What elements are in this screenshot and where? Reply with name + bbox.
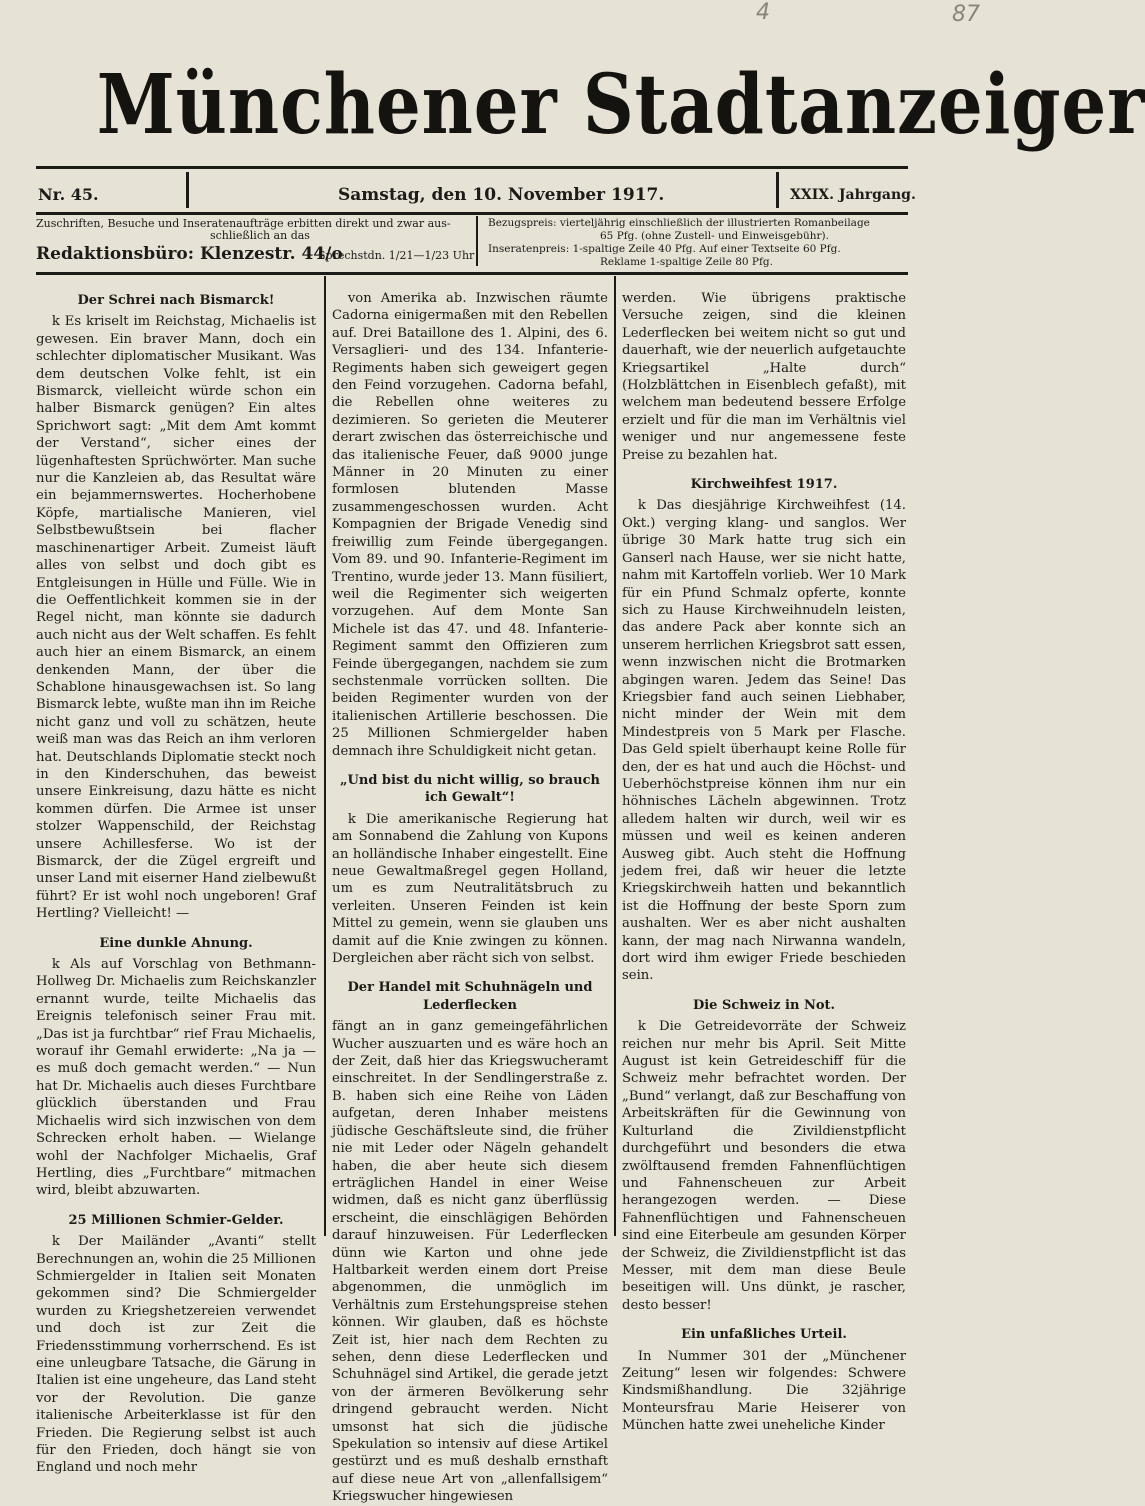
column-3 — [622, 290, 906, 1434]
article-text: von Amerika ab. Inzwischen räumte Cadorna einigermaßen mit den Rebellen auf. Drei Bataillone des 1. Alpini, des 6. Versaglieri- und des 134. Infanterie-Regiments haben sich geweigert gegen den Feind vorzugehen. Cadorna befahl, die Rebellen ohne weiteres zu dezimieren. So gerieten die Meuterer derart zwischen das österreichische und das italienische Feuer, daß 9000 junge Männer in 20 Minuten zu einer formlosen blutenden Masse zusammengeschossen wurden. Acht Kompagnien der Brigade Venedig sind freiwillig zum Feinde übergegangen. Vom 89. und 90. Infanterie-Regiment im Trentino, wurde jeder 13. Mann füsiliert, weil die Regimenter sich weigerten vorzugehen. Auf dem Monte San Michele ist das 47. und 48. Infanterie-Regiment sammt den Offizieren zum Feinde übergegangen, nachdem sie zum sechstenmale vorrücken sollten. Die beiden Regimenter wurden von der italienischen Artillerie beschossen. Die 25 Millionen Schmiergelder haben demnach ihre Schuldigkeit nicht getan. — [332, 291, 608, 759]
contact-line: Zuschriften, Besuche und Inseratenaufträge erbitten direkt und zwar aus- — [36, 217, 451, 230]
headline: Kirchweihfest 1917. — [690, 477, 838, 493]
column-1 — [36, 290, 316, 1476]
price-line: 65 Pfg. (ohne Zustell- und Einweisgebühr). — [600, 230, 829, 242]
column-divider — [324, 276, 326, 1236]
price-line: Bezugspreis: vierteljährig einschließlich der illustrierten Romanbeilage — [488, 217, 870, 229]
divider — [476, 216, 478, 266]
columns-top-rule — [36, 272, 908, 275]
article-text: k Es kriselt im Reichstag, Michaelis ist gewesen. Ein braver Mann, doch ein schlechter diplomatischer Musikant. Was dem deutschen Volke fehlt, ist ein Bismarck, vielleicht würde schon ein halber Bismarck genügen? Ein altes Sprichwort sagt: „Mit dem Amt kommt der Verstand“, sicher eines der lügenhaftesten Sprüchwörter. Man suche nur die Kanzleien ab, das Resultat wäre ein bejammernswertes. Hocherhobene Köpfe, martialische Manieren, viel Selbstbewußtsein bei flacher maschinenartiger Arbeit. Zumeist läuft alles von selbst und doch gibt es Entgleisungen in Hülle und Fülle. Wie in die Oeffentlichkeit kommen sie in der Regel nicht, man könnte sie dadurch auch nicht aus der Welt schaffen. Es fehlt auch hier an einem Bismarck, an einem denkenden Mann, der über die Schablone hinausgewachsen ist. So lang Bismarck lebte, wußte man ihn im Reiche nicht ganz und voll zu schätzen, heute weiß man was das Reich an ihm verloren hat. Deutschlands Diplomatie steckt noch in den Kinderschuhen, das beweist unsere Einkreisung, dazu hätte es nicht kommen dürfen. Die Armee ist unser stolzer Wappenschild, der Reichstag unsere Achillesferse. Wo ist der Bismarck, der die Zügel ergreift und unser Land mit eiserner Hand zielbewußt führt? Er ist wohl noch ungeboren! Graf Hertling? Vielleicht! — — [36, 314, 316, 922]
masthead-title: Münchener Stadtanzeiger — [96, 57, 1145, 153]
divider — [186, 172, 189, 208]
pencil-mark-right: 87 — [952, 2, 980, 27]
headline: Ein unfaßliches Urteil. — [681, 1327, 847, 1343]
article-text: fängt an in ganz gemeingefährlichen Wucher auszuarten und es wäre hoch an der Zeit, daß hier das Kriegswucheramt einschreitet. In der Sendlingerstraße z. B. haben sich eine Reihe von Läden aufgetan, deren Inhaber meistens jüdische Geschäftsleute sind, die früher nie mit Leder oder Nägeln gehandelt haben, die aber heute sich diesem erträglichen Handel in einer Weise widmen, daß es nicht ganz überflüssig erscheint, die einschlägigen Behörden darauf hinzuweisen. Für Lederflecken dünn wie Karton und ohne jede Haltbarkeit werden einem dort Preise abgenommen, die unmöglich im Verhältnis zum Erstehungspreise stehen können. Wir glauben, daß es höchste Zeit ist, hier nach dem Rechten zu sehen, denn diese Lederflecken und Schuhnägel sind Artikel, die gerade jetzt von der ärmeren Bevölkerung sehr dringend gebraucht werden. Nicht umsonst hat sich die jüdische Spekulation so intensiv auf diese Artikel gestürzt und es muß deshalb ernsthaft auf diese neue Art von „allenfallsigem“ Kriegswucher hingewiesen — [332, 1019, 608, 1505]
article-text: k Die Getreidevorräte der Schweiz reichen nur mehr bis April. Seit Mitte August ist kein Getreideschiff für die Schweiz mehr befrachtet worden. Der „Bund“ verlangt, daß zur Beschaffung von Arbeitskräften für die Gewinnung von Kulturland die Zivildienstpflicht durchgeführt und besonders die etwa zwölftausend fremden Fahnenflüchtigen und Fahnenscheuen zur Arbeit herangezogen werden. — Diese Fahnenflüchtigen und Fahnenscheuen sind eine Eiterbeule am gesunden Körper der Schweiz, die Zivildienstpflicht ist das Messer, mit dem man diese Beule beseitigen will. Uns dünkt, je rascher, desto besser! — [622, 1019, 906, 1313]
article-text: In Nummer 301 der „Münchener Zeitung“ lesen wir folgendes: Schwere Kindsmißhandlung. Die 32jährige Monteursfrau Marie Heiserer von München hatte zwei uneheliche Kinder — [622, 1348, 906, 1434]
column-2 — [332, 290, 608, 1505]
article-text: k Als auf Vorschlag von Bethmann-Hollweg Dr. Michaelis zum Reichskanzler ernannt wurde, teilte Michaelis das Ereignis telefonisch seiner Frau mit. „Das ist ja furchtbar“ rief Frau Michaelis, worauf ihr Gemahl erwiderte: „Na ja — es muß doch gemacht werden.“ — Nun hat Dr. Michaelis auch dieses Furchtbare glücklich überstanden und Frau Michaelis wird sich inzwischen von dem Schrecken erholt haben. — Wielange wohl der Nachfolger Michaelis, Graf Hertling, dies „Furchtbare“ mitmachen wird, bleibt abzuwarten. — [36, 957, 316, 1199]
issue-number: Nr. 45. — [38, 185, 99, 204]
issue-date: Samstag, den 10. November 1917. — [338, 185, 665, 205]
pencil-mark-left: 4 — [756, 0, 770, 25]
column-divider — [614, 276, 616, 1236]
headline: Eine dunkle Ahnung. — [99, 935, 253, 951]
headline: „Und bist du nicht willig, so brauch ich Gewalt“! — [340, 772, 600, 806]
headline: Die Schweiz in Not. — [692, 997, 836, 1013]
contact-line-2: schließlich an das — [210, 229, 310, 242]
headline: Der Handel mit Schuhnägeln und Lederflecken — [347, 980, 593, 1013]
price-line: Reklame 1-spaltige Zeile 80 Pfg. — [600, 256, 773, 268]
headline: 25 Millionen Schmier-Gelder. — [68, 1212, 284, 1228]
article-text: werden. Wie übrigens praktische Versuche zeigen, sind die kleinen Lederflecken bei weitem nicht so gut und dauerhaft, wie der neuerlich aufgetauchte Kriegsartikel „Halte durch“ (Holzblättchen in Eisenblech gefaßt), mit welchem man bedeutend bessere Erfolge erzielt und für die man im Verhältnis viel weniger und nur angemessene feste Preise zu bezahlen hat. — [622, 291, 906, 463]
info-rule — [36, 212, 908, 215]
volume: XXIX. Jahrgang. — [790, 187, 916, 203]
top-rule — [36, 166, 908, 169]
headline: Der Schrei nach Bismarck! — [77, 293, 275, 308]
article-text: k Der Mailänder „Avanti“ stellt Berechnungen an, wohin die 25 Millionen Schmiergelder in Italien seit Monaten gekommen sind? Die Schmiergelder wurden zu Kriegshetzereien verwendet und doch ist zur Zeit die Friedensstimmung vorherrschend. Es ist eine unleugbare Tatsache, die Gärung in Italien ist eine ungeheure, das Land steht vor der Revolution. Die ganze italienische Arbeiterklasse ist für den Frieden. Die Regierung selbst ist auch für den Frieden, doch hängt sie von England und noch mehr — [36, 1234, 316, 1476]
article-text: k Das diesjährige Kirchweihfest (14. Okt.) verging klang- und sanglos. Wer übrige 30 Mark hatte trug sich ein Ganserl nach Hause, wer sie nicht hatte, nahm mit Kartoffeln vorlieb. Wer 10 Mark für ein Pfund Schmalz opferte, konnte sich zu Hause Kirchweihnudeln leisten, das andere Pack aber konnte sich an unserem herrlichen Kriegsbrot satt essen, wenn inzwischen nicht die Brotmarken abgingen waren. Jedem das Seine! Das Kriegsbier fand auch seinen Liebhaber, nicht minder der Wein mit dem Mindestpreis von 5 Mark per Flasche. Das Geld spielt überhaupt keine Rolle für den, der es hat und auch die Höchst- und Ueberhöchstpreise können ihm nur ein höhnisches Lächeln abgewinnen. Trotz alledem halten wir durch, weil wir es müssen und weil es keinen anderen Ausweg gibt. Auch steht die Hoffnung jedem frei, daß wir heuer die letzte Kriegskirchweih hatten und bekanntlich ist die Hoffnung der beste Sporn zum aushalten. Wer es aber nicht aushalten kann, der mag nach Nirwanna wandeln, dort wird ihm ewiger Friede beschieden sein. — [622, 498, 906, 984]
price-line: Inseratenpreis: 1-spaltige Zeile 40 Pfg. Auf einer Textseite 60 Pfg. — [488, 243, 841, 255]
office-hours: Sprechstdn. 1/21—1/23 Uhr — [318, 249, 475, 262]
divider — [776, 172, 779, 208]
office-address: Redaktionsbüro: Klenzestr. 44/o — [36, 244, 343, 264]
article-text: k Die amerikanische Regierung hat am Sonnabend die Zahlung von Kupons an holländische Inhaber eingestellt. Eine neue Gewaltmaßregel gegen Holland, um es zum Neutralitätsbruch zu verleiten. Unseren Feinden ist kein Mittel zu gemein, wenn sie glauben uns damit auf die Knie zwingen zu können. Dergleichen aber rächt sich von selbst. — [332, 811, 608, 967]
